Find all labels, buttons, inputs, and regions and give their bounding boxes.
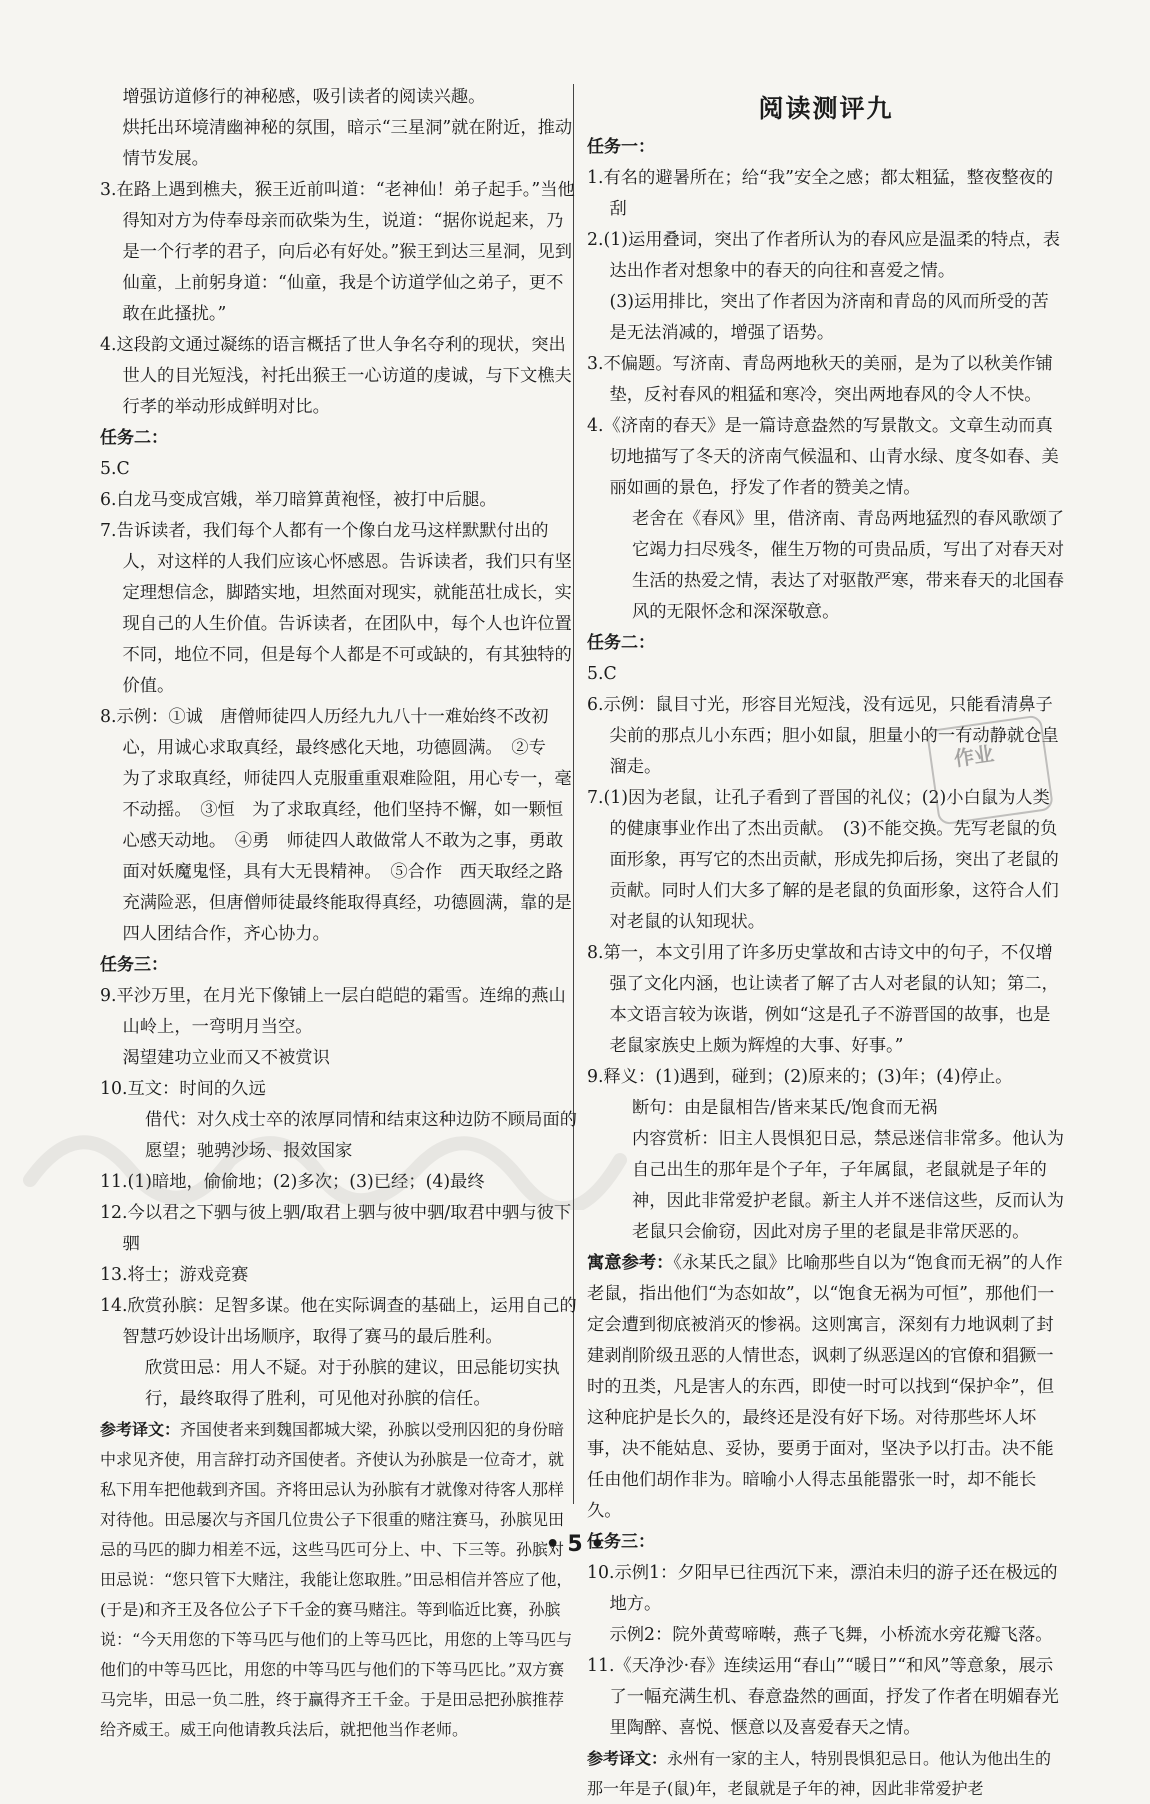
answer-4-b: 老舍在《春风》里，借济南、青岛两地猛烈的春风歌颂了它竭力扫尽残冬，催生万物的可贵品质，写出了对春天对生活的热爱之情，表达了对驱散严寒，带来春天的北国春风的无限怀念和深深敬意。 (631, 509, 1065, 622)
translation-label: 参考译文： (100, 1420, 181, 1439)
translation-text: 永州有一家的主人，特别畏惧犯忌日。他认为他出生的那一年是子(鼠)年，老鼠就是子年的神，因此非常爱护老 (587, 1749, 1052, 1798)
stamp-text: 作业 (952, 741, 996, 771)
answer-8: 8.示例：①诚 唐僧师徒四人历经九九八十一难始终不改初心，用诚心求取真经，最终感化天地，功德圆满。 ②专 为了求取真经，师徒四人克服重重艰难险阻，用心专一，毫不动摇。 ③恒 为了求取真经，他们坚持不懈，如一颗恒心感天动地。 ④勇 师徒四人敢做常人不敢为之事，勇敢面对妖魔鬼怪，具有大无畏精神。 ⑤合作 西天取经之路充满险恶，但唐僧师徒最终能取得真经，功德圆满，靠的是四人团结合作，齐心协力。 (100, 707, 572, 944)
section-heading-task1: 任务一： (587, 137, 655, 157)
answer-10: 10.互文：时间的久远 (100, 1079, 266, 1099)
answer-9-b: 断句：由是鼠相告/皆来某氏/饱食而无祸 (631, 1098, 938, 1118)
answer-11: 11.《天净沙·春》连续运用“春山”“暖日”“和风”等意象，展示了一幅充满生机、春意盎然的画面，抒发了作者在明媚春光里陶醉、喜悦、惬意以及喜爱春天之情。 (587, 1656, 1059, 1738)
answer-12: 12.今以君之下驷与彼上驷/取君上驷与彼中驷/取君中驷与彼下驷 (100, 1203, 572, 1254)
answer-text: 烘托出环境清幽神秘的氛围，暗示“三星洞”就在附近，推动情节发展。 (122, 118, 573, 169)
answer-2: 2.(1)运用叠词，突出了作者所认为的春风应是温柔的特点，表达出作者对想象中的春天的向往和喜爱之情。 (587, 230, 1060, 281)
answer-5: 5.C (587, 664, 617, 684)
section-heading-task2: 任务二： (587, 633, 655, 653)
section-heading-task3: 任务三： (100, 955, 168, 975)
answer-10: 10.示例1：夕阳早已往西沉下来，漂泊未归的游子还在极远的地方。 (587, 1563, 1058, 1614)
answer-6: 6.白龙马变成宫娥，举刀暗算黄袍怪，被打中后腿。 (100, 490, 497, 510)
answer-3: 3.在路上遇到樵夫，猴王近前叫道：“老神仙！弟子起手。”当他得知对方为侍奉母亲而砍柴为生，说道：“据你说起来，乃是一个行孝的君子，向后必有好处。”猴王到达三星洞，见到仙童，上前躬身道：“仙童，我是个访道学仙之弟子，更不敢在此搔扰。” (100, 180, 575, 324)
homework-stamp (926, 714, 1054, 825)
section-title: 阅读测评九 (758, 94, 894, 123)
answer-9-b: 渴望建功立业而又不被赏识 (122, 1048, 330, 1068)
answer-text: 增强访道修行的神秘感，吸引读者的阅读兴趣。 (122, 87, 486, 107)
answer-4: 4.这段韵文通过凝练的语言概括了世人争名夺利的现状，突出世人的目光短浅，衬托出猴王一心访道的虔诚，与下文樵夫行孝的举动形成鲜明对比。 (100, 335, 572, 417)
answer-6: 6.示例：鼠目寸光，形容目光短浅，没有远见，只能看清鼻子尖前的那点儿小东西；胆小如鼠，胆量小的一有动静就仓皇溜走。 (587, 695, 1059, 777)
answer-11: 11.(1)暗地，偷偷地；(2)多次；(3)已经；(4)最终 (100, 1172, 485, 1192)
answer-5: 5.C (100, 459, 130, 479)
answer-14-b: 欣赏田忌：用人不疑。对于孙膑的建议，田忌能切实执行，最终取得了胜利，可见他对孙膑的信任。 (144, 1358, 560, 1409)
answer-3: 3.不偏题。写济南、青岛两地秋天的美丽，是为了以秋美作铺垫，反衬春风的粗猛和寒冷，突出两地春风的令人不快。 (587, 354, 1053, 405)
section-heading-task3: 任务三： (587, 1532, 655, 1552)
answer-10-b: 借代：对久戍士卒的浓厚同情和结束这种边防不顾局面的愿望；驰骋沙场、报效国家 (144, 1110, 578, 1161)
section-heading-task2: 任务二： (100, 428, 168, 448)
answer-9-c: 内容赏析：旧主人畏惧犯日忌，禁忌迷信非常多。他认为自己出生的那年是个子年，子年属鼠，老鼠就是子年的神，因此非常爱护老鼠。新主人并不迷信这些，反而认为老鼠只会偷窃，因此对房子里的老鼠是非常厌恶的。 (631, 1129, 1065, 1242)
answer-14: 14.欣赏孙膑：足智多谋。他在实际调查的基础上，运用自己的智慧巧妙设计出场顺序，取得了赛马的最后胜利。 (100, 1296, 577, 1347)
moral-label: 寓意参考： (587, 1253, 674, 1273)
answer-7: 7.(1)因为老鼠，让孔子看到了晋国的礼仪；(2)小白鼠为人类的健康事业作出了杰出贡献。 (3)不能交换。先写老鼠的负面形象，再写它的杰出贡献，形成先抑后扬，突出了老鼠的贡献。同时人们大多了解的是老鼠的负面形象，这符合人们对老鼠的认知现状。 (587, 788, 1059, 932)
answer-8: 8.第一，本文引用了许多历史掌故和古诗文中的句子，不仅增强了文化内涵，也让读者了解了古人对老鼠的认知；第二，本文语言较为诙谐，例如“这是孔子不游晋国的故事，也是老鼠家族史上颇为辉煌的大事、好事。” (587, 943, 1059, 1056)
answer-9: 9.平沙万里，在月光下像铺上一层白皑皑的霜雪。连绵的燕山山岭上，一弯明月当空。 (100, 986, 566, 1037)
moral-paragraph (587, 1248, 1065, 1527)
translation-label: 参考译文： (587, 1749, 668, 1768)
answer-10-b: 示例2：院外黄莺啼啭，燕子飞舞，小桥流水旁花瓣飞落。 (609, 1625, 1053, 1645)
answer-7: 7.告诉读者，我们每个人都有一个像白龙马这样默默付出的人，对这样的人我们应该心怀感恩。告诉读者，我们只有坚定理想信念，脚踏实地，坦然面对现实，就能茁壮成长，实现自己的人生价值。告诉读者，在团队中，每个人也许位置不同，地位不同，但是每个人都是不可或缺的，有其独特的价值。 (100, 521, 572, 696)
translation-paragraph (100, 1415, 578, 1745)
answer-1: 1.有名的避暑所在；给“我”安全之感；都太粗猛，整夜整夜的刮 (587, 168, 1054, 219)
answer-2-b: (3)运用排比，突出了作者因为济南和青岛的风而所受的苦是无法消减的，增强了语势。 (609, 292, 1049, 343)
answer-4: 4.《济南的春天》是一篇诗意盎然的写景散文。文章生动而真切地描写了冬天的济南气候温和、山青水绿、度冬如春、美丽如画的景色，抒发了作者的赞美之情。 (587, 416, 1059, 498)
page-number: • 5 • (545, 1532, 605, 1557)
translation-text: 齐国使者来到魏国都城大梁，孙膑以受刑囚犯的身份暗中求见齐使，用言辞打动齐国使者。齐使认为孙膑是一位奇才，就私下用车把他载到齐国。齐将田忌认为孙膑有才就像对待客人那样对待他。田忌屡次与齐国几位贵公子下很重的赌注赛马，孙膑见田忌的马匹的脚力相差不远，这些马匹可分上、中、下三等。孙膑对田忌说：“您只管下大赌注，我能让您取胜。”田忌相信并答应了他，(于是)和齐王及各位公子下千金的赛马赌注。等到临近比赛，孙膑说：“今天用您的下等马匹与他们的上等马匹比，用您的上等马匹与他们的中等马匹比，用您的中等马匹与他们的下等马匹比。”双方赛马完毕，田忌一负二胜，终于赢得齐王千金。于是田忌把孙膑推荐给齐威王。威王向他请教兵法后，就把他当作老师。 (100, 1420, 573, 1739)
answer-13: 13.将士；游戏竞赛 (100, 1265, 249, 1285)
moral-text: 《永某氏之鼠》比喻那些自以为“饱食而无祸”的人作老鼠，指出他们“为态如故”，以“饱食无祸为可恒”，那他们一定会遭到彻底被消灭的惨祸。这则寓言，深刻有力地讽刺了封建剥削阶级丑恶的人情世态，讽刺了纵恶逞凶的官僚和猖獗一时的丑类，凡是害人的东西，即使一时可以找到“保护伞”，但这种庇护是长久的，最终还是没有好下场。对待那些坏人坏事，决不能姑息、妥协，要勇于面对，坚决予以打击。决不能任由他们胡作非为。暗喻小人得志虽能嚣张一时，却不能长久。 (587, 1253, 1063, 1521)
answer-9: 9.释义：(1)遇到，碰到；(2)原来的；(3)年；(4)停止。 (587, 1067, 1013, 1087)
translation-paragraph (587, 1744, 1065, 1804)
left-column (100, 82, 578, 1745)
